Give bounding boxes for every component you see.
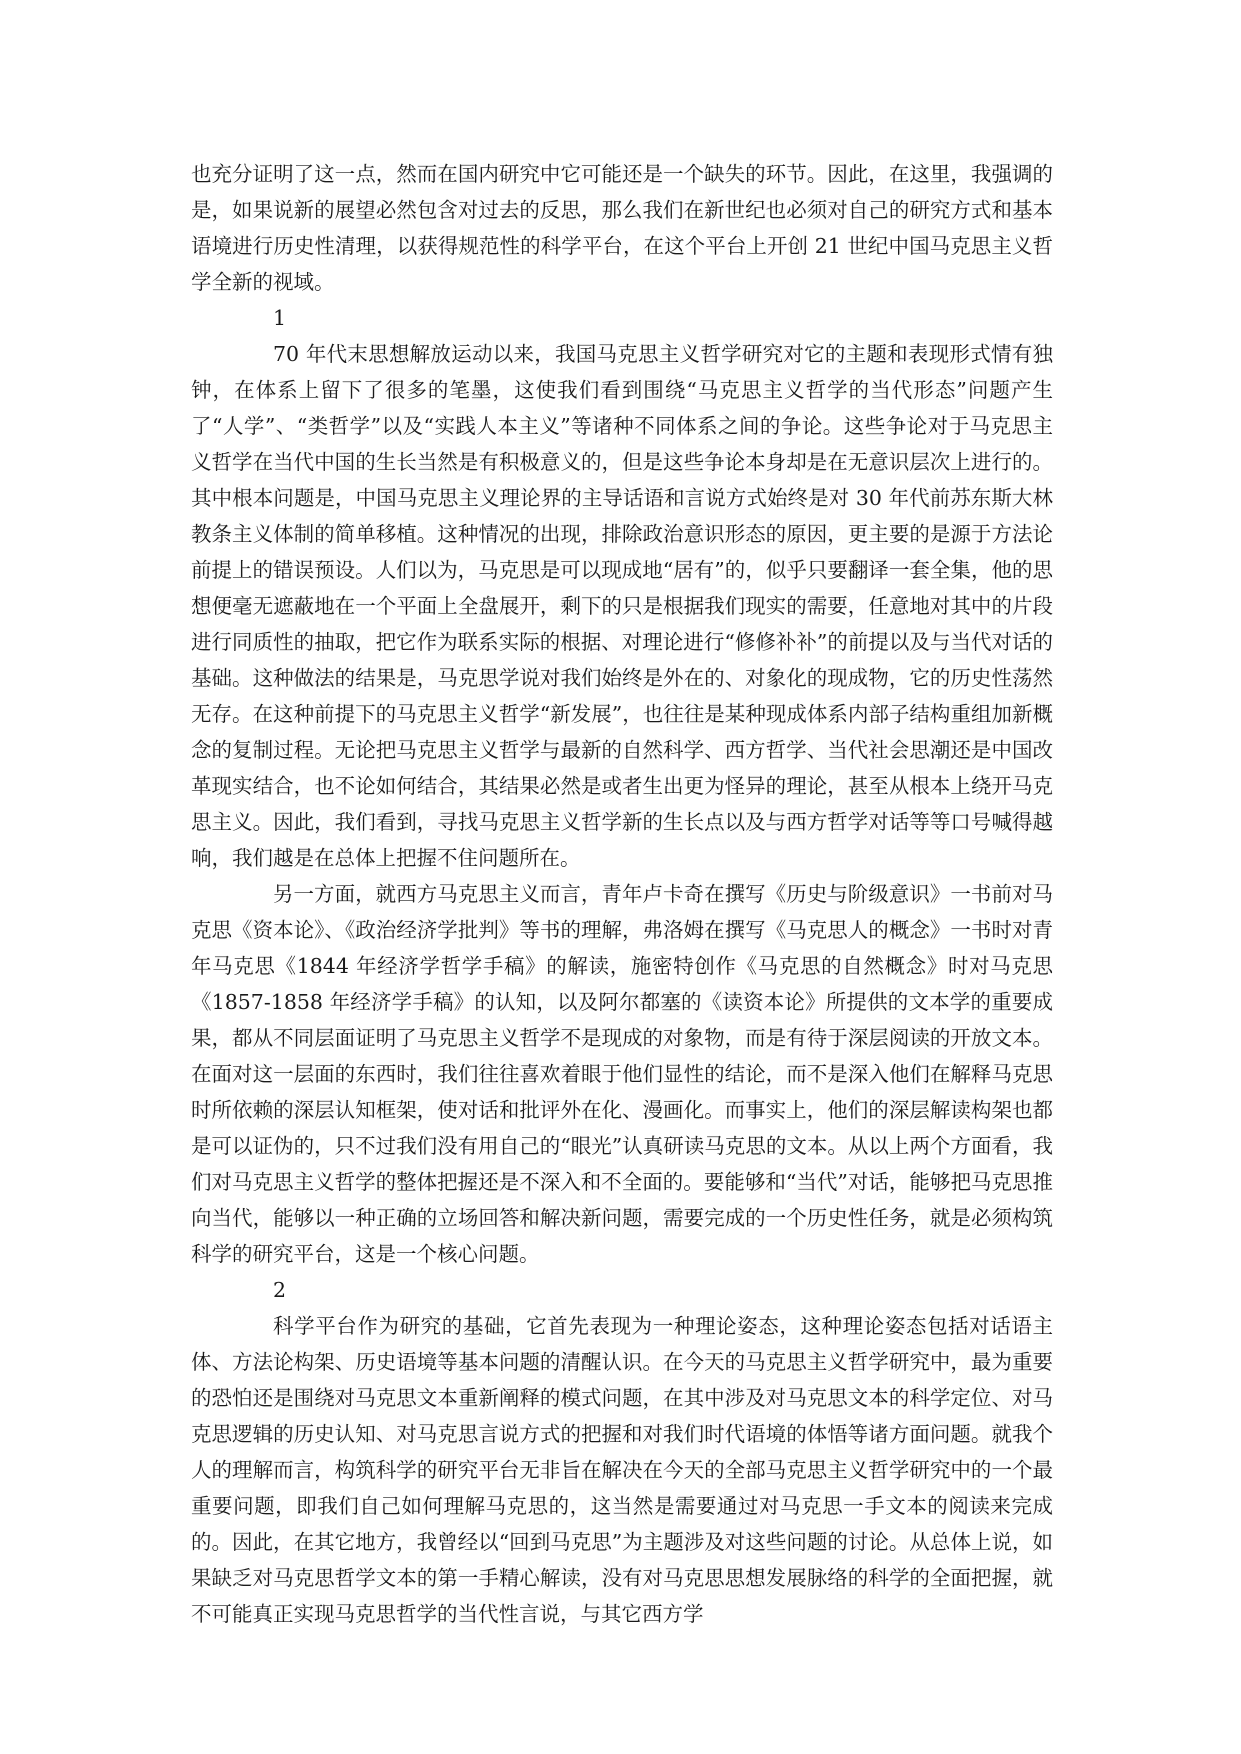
section-number-2: 2 xyxy=(273,1278,287,1302)
paragraph-section1-first: 70 年代末思想解放运动以来，我国马克思主义哲学研究对它的主题和表现形式情有独钟，在体系上留下了很多的笔墨，这使我们看到围绕“马克思主义哲学的当代形态”问题产生了“人学”、“类哲学”以及“实践人本主义”等诸种不同体系之间的争论。这些争论对于马克思主义哲学在当代中国的生长当然是有积极意义的，但是这些争论本身却是在无意识层次上进行的。其中根本问题是，中国马克思主义理论界的主导话语和言说方式始终是对 30 年代前苏东斯大林教条主义体制的简单移植。这种情况的出现，排除政治意识形态的原因，更主要的是源于方法论前提上的错误预设。人们以为，马克思是可以现成地“居有”的，似乎只要翻译一套全集，他的思想便毫无遮蔽地在一个平面上全盘展开，剩下的只是根据我们现实的需要，任意地对其中的片段进行同质性的抽取，把它作为联系实际的根据、对理论进行“修修补补”的前提以及与当代对话的基础。这种做法的结果是，马克思学说对我们始终是外在的、对象化的现成物，它的历史性荡然无存。在这种前提下的马克思主义哲学“新发展”，也往往是某种现成体系内部子结构重组加新概念的复制过程。无论把马克思主义哲学与最新的自然科学、西方哲学、当代社会思潮还是中国改革现实结合，也不论如何结合，其结果必然是或者生出更为怪异的理论，甚至从根本上绕开马克思主义。因此，我们看到，寻找马克思主义哲学新的生长点以及与西方哲学对话等等口号喊得越响，我们越是在总体上把握不住问题所在。 xyxy=(191,342,1053,870)
paragraph-section1-second: 另一方面，就西方马克思主义而言，青年卢卡奇在撰写《历史与阶级意识》一书前对马克思《资本论》、《政治经济学批判》等书的理解，弗洛姆在撰写《马克思人的概念》一书时对青年马克思《1844 年经济学哲学手稿》的解读，施密特创作《马克思的自然概念》时对马克思《1857-1858 年经济学手稿》的认知，以及阿尔都塞的《读资本论》所提供的文本学的重要成果，都从不同层面证明了马克思主义哲学不是现成的对象物，而是有待于深层阅读的开放文本。在面对这一层面的东西时，我们往往喜欢着眼于他们显性的结论，而不是深入他们在解释马克思时所依赖的深层认知框架，使对话和批评外在化、漫画化。而事实上，他们的深层解读构架也都是可以证伪的，只不过我们没有用自己的“眼光”认真研读马克思的文本。从以上两个方面看，我们对马克思主义哲学的整体把握还是不深入和不全面的。要能够和“当代”对话，能够把马克思推向当代，能够以一种正确的立场回答和解决新问题，需要完成的一个历史性任务，就是必须构筑科学的研究平台，这是一个核心问题。 xyxy=(191,882,1053,1266)
document-body xyxy=(191,156,1053,1632)
paragraph-section2-first: 科学平台作为研究的基础，它首先表现为一种理论姿态，这种理论姿态包括对话语主体、方法论构架、历史语境等基本问题的清醒认识。在今天的马克思主义哲学研究中，最为重要的恐怕还是围绕对马克思文本重新阐释的模式问题，在其中涉及对马克思文本的科学定位、对马克思逻辑的历史认知、对马克思言说方式的把握和对我们时代语境的体悟等诸方面问题。就我个人的理解而言，构筑科学的研究平台无非旨在解决在今天的全部马克思主义哲学研究中的一个最重要问题，即我们自己如何理解马克思的，这当然是需要通过对马克思一手文本的阅读来完成的。因此，在其它地方，我曾经以“回到马克思”为主题涉及对这些问题的讨论。从总体上说，如果缺乏对马克思哲学文本的第一手精心解读，没有对马克思思想发展脉络的科学的全面把握，就不可能真正实现马克思哲学的当代性言说，与其它西方学 xyxy=(191,1314,1053,1626)
section-number-1: 1 xyxy=(273,306,287,330)
paragraph-intro-continuation: 也充分证明了这一点，然而在国内研究中它可能还是一个缺失的环节。因此，在这里，我强调的是，如果说新的展望必然包含对过去的反思，那么我们在新世纪也必须对自己的研究方式和基本语境进行历史性清理，以获得规范性的科学平台，在这个平台上开创 21 世纪中国马克思主义哲学全新的视域。 xyxy=(191,162,1053,294)
